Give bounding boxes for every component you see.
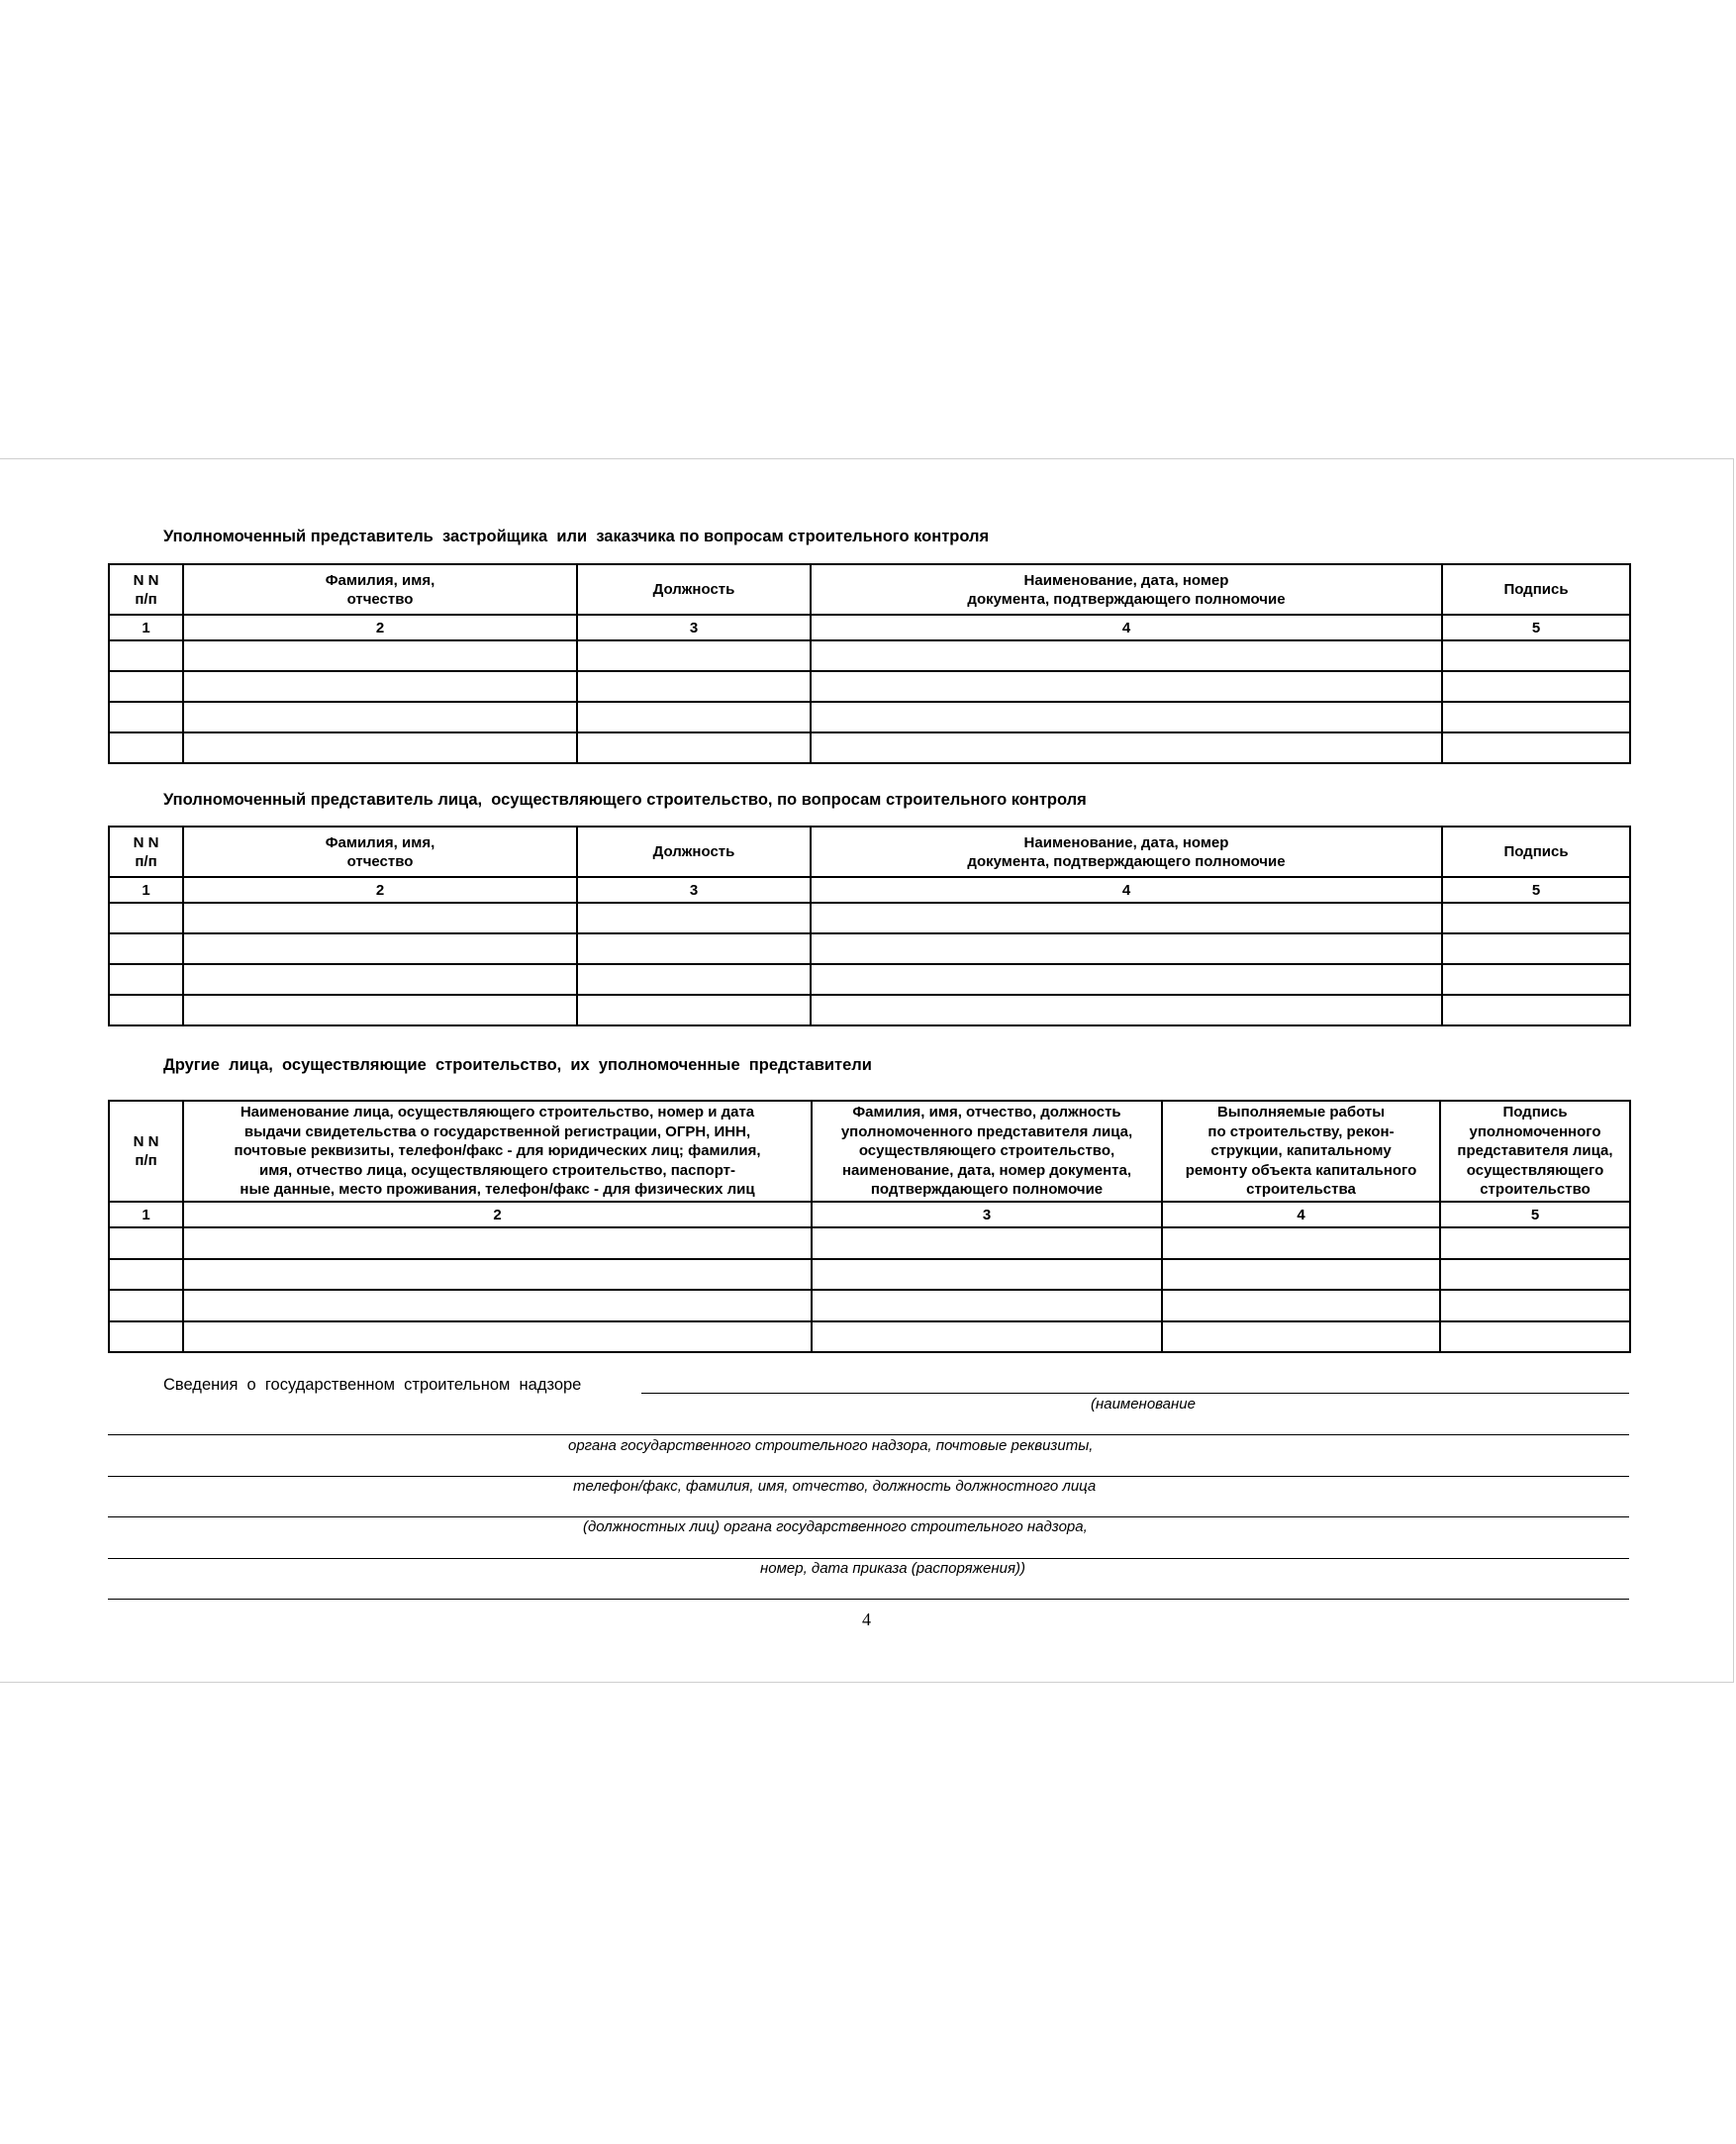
table-row [109,1321,1630,1353]
table-row [109,1259,1630,1291]
table-row [109,702,1630,732]
table-cell [109,995,183,1025]
table-cell [577,702,811,732]
col-header-position: Должность [577,827,811,877]
fill-line [108,1599,1629,1600]
col-header-works-performed: Выполняемые работы по строительству, рекон- струкции, капитальному ремонту объекта капитального строительства [1162,1101,1440,1202]
fill-line [108,1558,1629,1559]
table-cell [577,995,811,1025]
table-row [109,964,1630,995]
table-cell [109,1321,183,1353]
table-cell [183,671,577,702]
table-cell [1442,640,1630,671]
table-cell [577,964,811,995]
table-cell [109,903,183,933]
table-cell [1442,702,1630,732]
table-cell [1442,995,1630,1025]
table-row [109,1227,1630,1259]
col-number: 3 [577,615,811,640]
table-cell [183,1290,812,1321]
col-number: 1 [109,615,183,640]
col-header-fullname: Фамилия, имя, отчество [183,827,577,877]
col-header-representative-details: Фамилия, имя, отчество, должность уполномоченного представителя лица, осуществляющего строительство, наименование, дата, номер документа, подтверждающего полномочие [812,1101,1162,1202]
col-header-position: Должность [577,564,811,615]
table-other-builders [108,1100,1631,1353]
table-cell [1440,1290,1630,1321]
supervision-note-2: органа государственного строительного надзора, почтовые реквизиты, [568,1437,1094,1454]
supervision-note-4: (должностных лиц) органа государственного строительного надзора, [583,1518,1088,1535]
supervision-label: Сведения о государственном строительном надзоре [163,1376,582,1394]
table-cell [1442,671,1630,702]
table-cell [577,671,811,702]
table-cell [109,1259,183,1291]
table-builder-representative [108,563,1631,764]
section-3-title: Другие лица, осуществляющие строительство, их уполномоченные представители [163,1056,872,1074]
table-cell [183,702,577,732]
page-number: 4 [862,1609,871,1629]
table-cell [109,964,183,995]
table-cell [1162,1227,1440,1259]
table-cell [1442,732,1630,763]
col-number: 1 [109,1202,183,1227]
table-cell [183,903,577,933]
col-number: 2 [183,877,577,903]
col-header-signature: Подпись [1442,827,1630,877]
table-cell [1440,1259,1630,1291]
table-cell [577,732,811,763]
table-cell [811,995,1442,1025]
table-cell [109,671,183,702]
col-number: 3 [812,1202,1162,1227]
table-cell [183,933,577,964]
table-cell [1162,1290,1440,1321]
table-cell [811,933,1442,964]
col-number: 3 [577,877,811,903]
col-header-number: N N п/п [109,564,183,615]
col-header-fullname: Фамилия, имя, отчество [183,564,577,615]
table-cell [183,640,577,671]
col-number: 1 [109,877,183,903]
table-cell [183,1259,812,1291]
supervision-note-3: телефон/факс, фамилия, имя, отчество, должность должностного лица [573,1478,1097,1495]
table-row [109,640,1630,671]
fill-line [108,1434,1629,1435]
table-cell [812,1321,1162,1353]
col-header-signature: Подпись [1442,564,1630,615]
table-cell [811,702,1442,732]
fill-line [108,1476,1629,1477]
table-cell [811,964,1442,995]
table-cell [812,1259,1162,1291]
supervision-note-1: (наименование [1091,1396,1196,1413]
table-cell [183,1321,812,1353]
table-cell [577,640,811,671]
table-cell [1442,964,1630,995]
table-row [109,995,1630,1025]
col-number: 2 [183,1202,812,1227]
table-cell [183,995,577,1025]
table-cell [812,1290,1162,1321]
table-cell [1442,933,1630,964]
table-cell [1440,1321,1630,1353]
table-cell [811,671,1442,702]
fill-line [108,1516,1629,1517]
table-row [109,671,1630,702]
table-row [109,933,1630,964]
supervision-note-5: номер, дата приказа (распоряжения)) [760,1560,1025,1577]
col-number: 4 [811,615,1442,640]
table-cell [1162,1321,1440,1353]
col-header-builder-details: Наименование лица, осуществляющего строительство, номер и дата выдачи свидетельства о государственной регистрации, ОГРН, ИНН, почтовые реквизиты, телефон/факс - для юридических лиц; фамилия, имя, отчество лица, осуществляющего строительство, паспорт- ные данные, место проживания, телефон/факс - для физических лиц [183,1101,812,1202]
section-1-title: Уполномоченный представитель застройщика или заказчика по вопросам строительного контроля [163,528,990,545]
table-cell [109,933,183,964]
table-cell [811,732,1442,763]
col-header-number: N N п/п [109,1101,183,1202]
col-number: 4 [811,877,1442,903]
table-cell [109,702,183,732]
col-header-authority-document: Наименование, дата, номер документа, подтверждающего полномочие [811,827,1442,877]
table-cell [109,1227,183,1259]
col-number: 5 [1440,1202,1630,1227]
table-cell [811,640,1442,671]
col-header-signature: Подпись уполномоченного представителя лица, осуществляющего строительство [1440,1101,1630,1202]
table-row [109,903,1630,933]
table-cell [577,933,811,964]
fill-line [641,1393,1629,1394]
col-number: 5 [1442,877,1630,903]
col-header-authority-document: Наименование, дата, номер документа, подтверждающего полномочие [811,564,1442,615]
table-cell [812,1227,1162,1259]
table-cell [109,732,183,763]
table-cell [811,903,1442,933]
table-cell [1162,1259,1440,1291]
col-number: 4 [1162,1202,1440,1227]
table-cell [577,903,811,933]
table-cell [183,964,577,995]
table-row [109,1290,1630,1321]
table-cell [109,1290,183,1321]
col-number: 2 [183,615,577,640]
table-contractor-representative [108,826,1631,1026]
section-2-title: Уполномоченный представитель лица, осуществляющего строительство, по вопросам строительного контроля [163,791,1087,809]
table-cell [1440,1227,1630,1259]
table-cell [183,1227,812,1259]
col-header-number: N N п/п [109,827,183,877]
table-cell [1442,903,1630,933]
table-cell [183,732,577,763]
col-number: 5 [1442,615,1630,640]
table-cell [109,640,183,671]
table-row [109,732,1630,763]
